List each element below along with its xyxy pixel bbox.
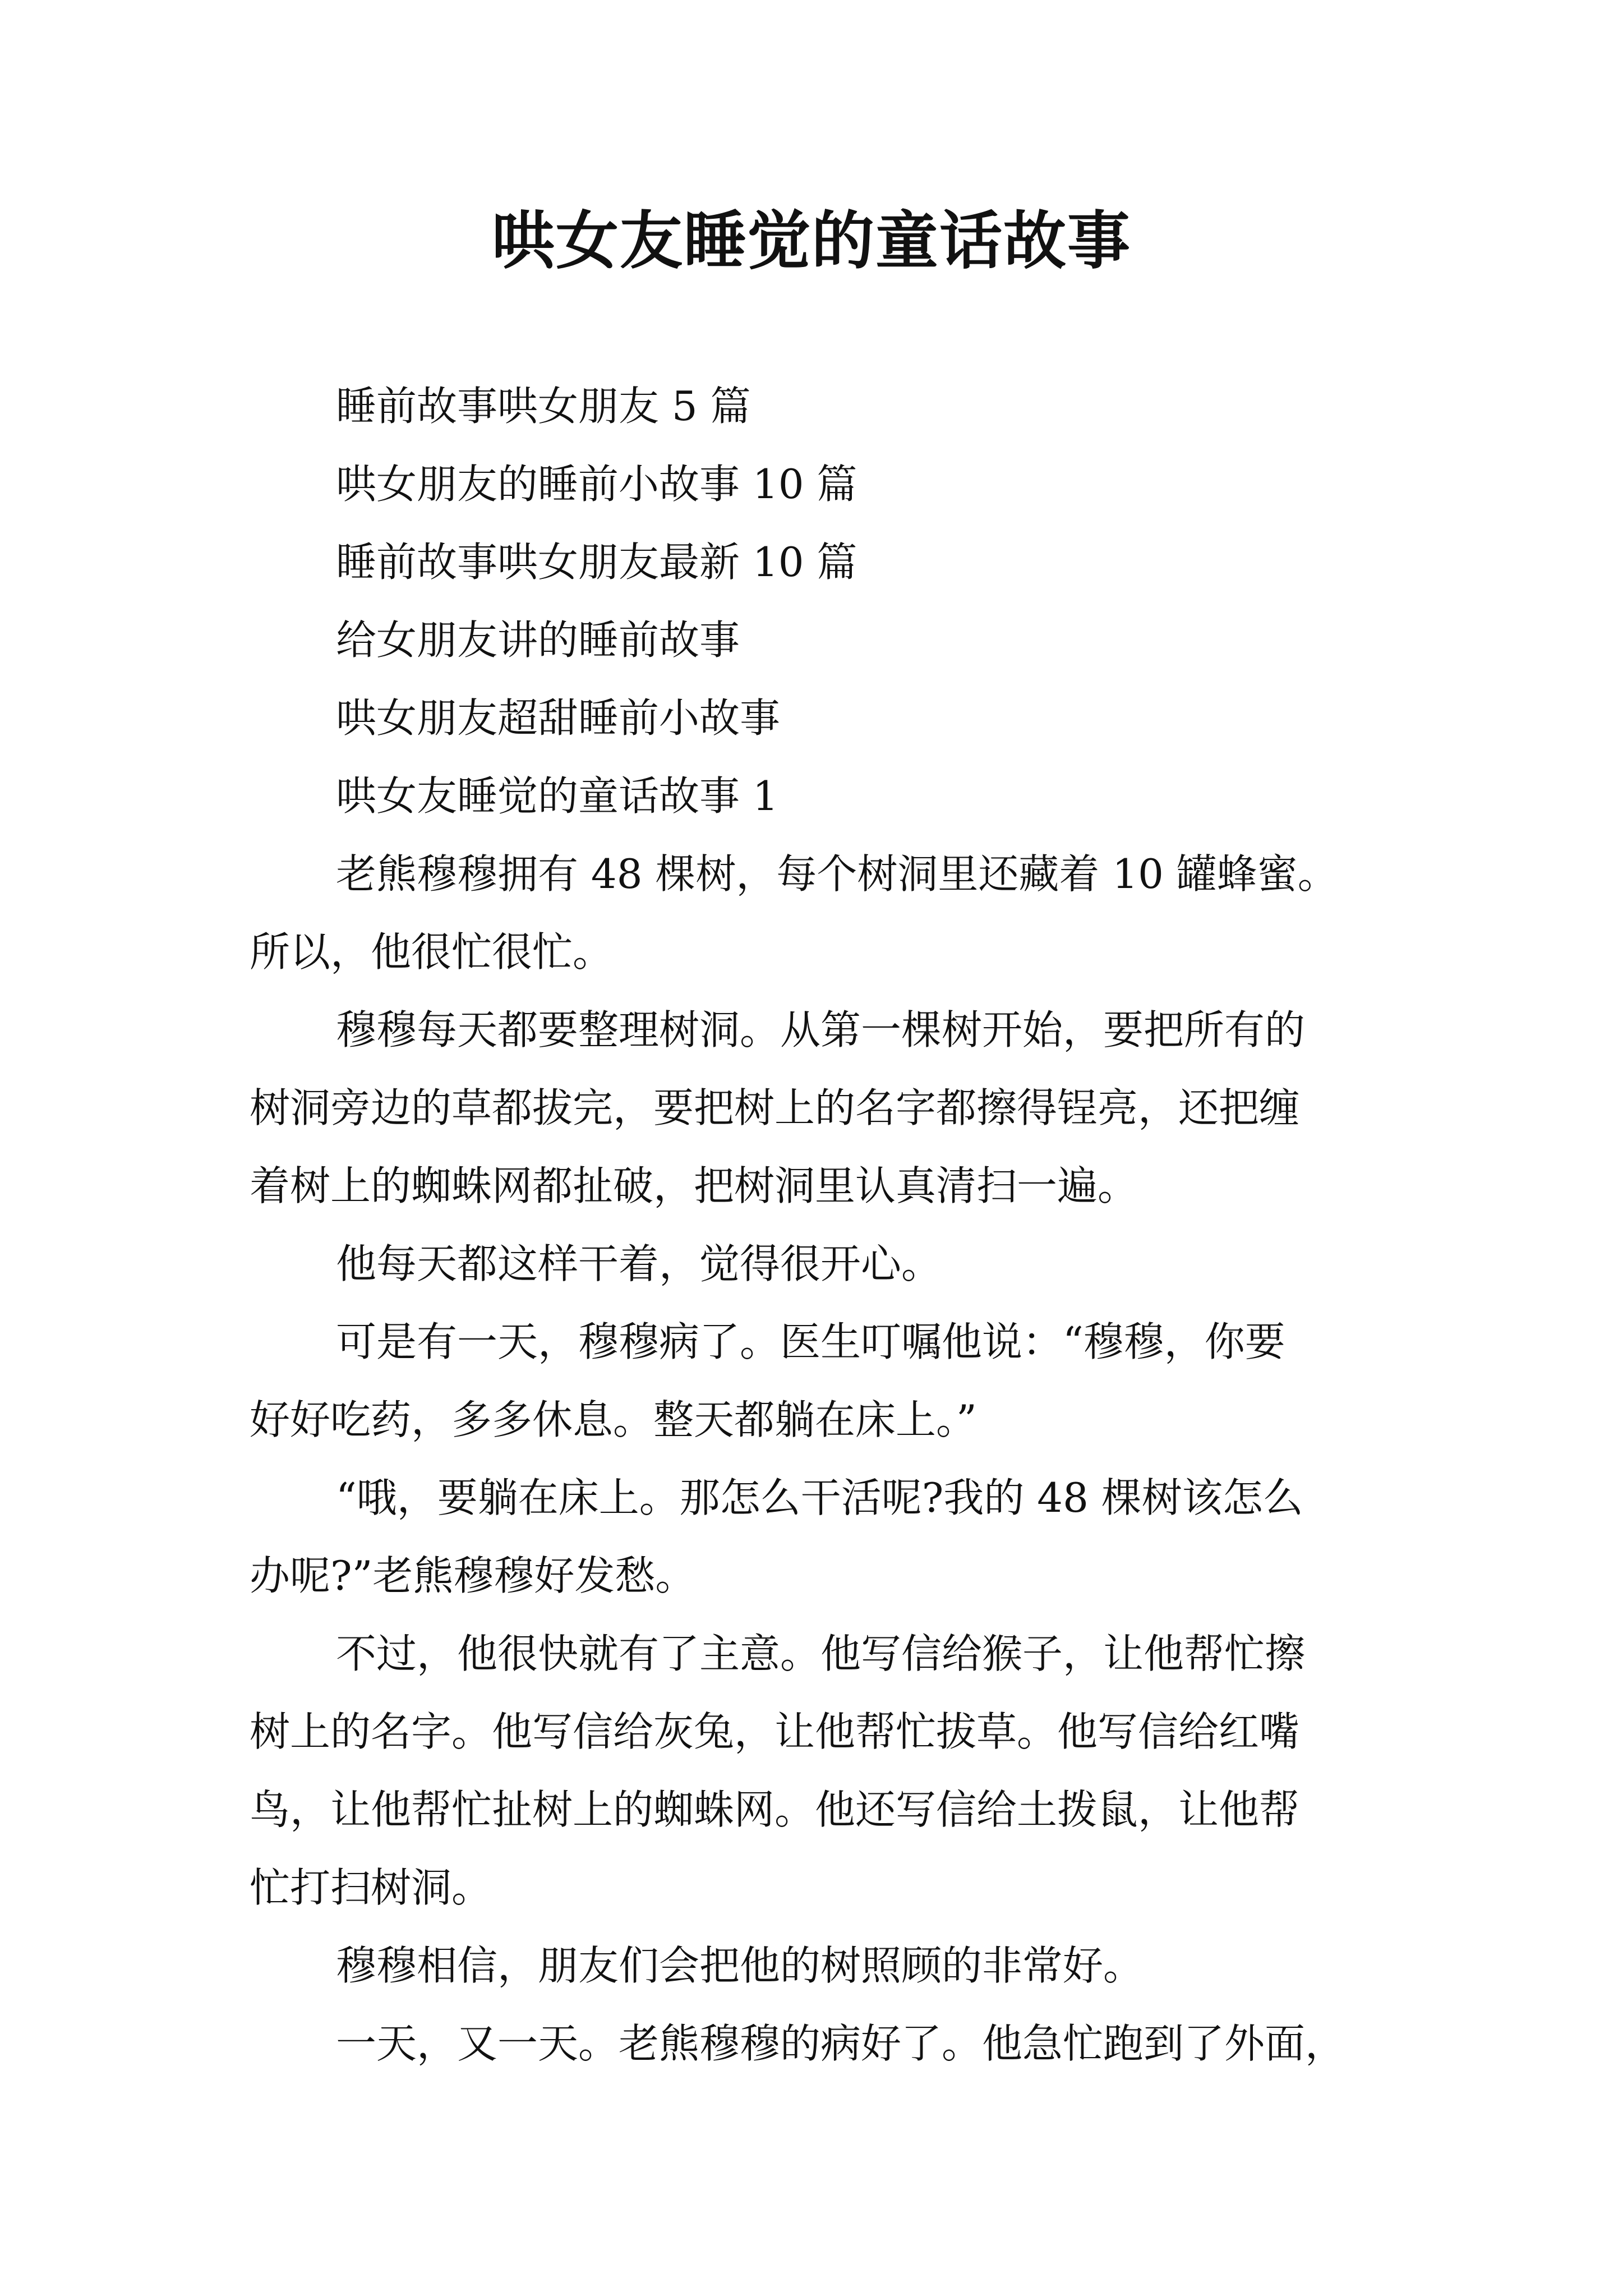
paragraph-7-line-1: 穆穆相信，朋友们会把他的树照顾的非常好。 bbox=[336, 1942, 1144, 1989]
toc-line-3: 睡前故事哄女朋友最新 10 篇 bbox=[336, 539, 857, 586]
paragraph-6-line-4: 忙打扫树洞。 bbox=[250, 1864, 492, 1911]
paragraph-6-line-2: 树上的名字。他写信给灰兔，让他帮忙拔草。他写信给红嘴 bbox=[250, 1708, 1300, 1755]
document-title: 哄女友睡觉的童话故事 bbox=[492, 204, 1131, 278]
paragraph-3-line-1: 他每天都这样干着，觉得很开心。 bbox=[336, 1240, 942, 1287]
paragraph-1-line-1: 老熊穆穆拥有 48 棵树，每个树洞里还藏着 10 罐蜂蜜。 bbox=[336, 850, 1338, 898]
paragraph-8-line-1: 一天，又一天。老熊穆穆的病好了。他急忙跑到了外面， bbox=[336, 2020, 1346, 2067]
toc-line-4: 给女朋友讲的睡前故事 bbox=[336, 616, 740, 664]
paragraph-6-line-1: 不过，他很快就有了主意。他写信给猴子，让他帮忙擦 bbox=[336, 1630, 1306, 1677]
paragraph-2-line-2: 树洞旁边的草都拔完，要把树上的名字都擦得锃亮，还把缠 bbox=[250, 1084, 1300, 1131]
paragraph-4-line-1: 可是有一天，穆穆病了。医生叮嘱他说：“穆穆，你要 bbox=[336, 1318, 1285, 1365]
toc-line-2: 哄女朋友的睡前小故事 10 篇 bbox=[336, 461, 857, 508]
paragraph-2-line-3: 着树上的蜘蛛网都扯破，把树洞里认真清扫一遍。 bbox=[250, 1162, 1138, 1209]
paragraph-6-line-3: 鸟，让他帮忙扯树上的蜘蛛网。他还写信给土拨鼠，让他帮 bbox=[250, 1786, 1300, 1833]
document-body bbox=[250, 367, 1394, 2083]
paragraph-2-line-1: 穆穆每天都要整理树洞。从第一棵树开始，要把所有的 bbox=[336, 1006, 1306, 1053]
paragraph-5-line-2: 办呢?”老熊穆穆好发愁。 bbox=[250, 1552, 696, 1599]
paragraph-1-line-2: 所以，他很忙很忙。 bbox=[250, 928, 614, 976]
paragraph-4-line-2: 好好吃药，多多休息。整天都躺在床上。” bbox=[250, 1396, 977, 1443]
paragraph-5-line-1: “哦，要躺在床上。那怎么干活呢?我的 48 棵树该怎么 bbox=[336, 1474, 1303, 1521]
section-heading: 哄女友睡觉的童话故事 1 bbox=[336, 772, 778, 820]
toc-line-5: 哄女朋友超甜睡前小故事 bbox=[336, 694, 781, 742]
toc-line-1: 睡前故事哄女朋友 5 篇 bbox=[336, 383, 751, 430]
